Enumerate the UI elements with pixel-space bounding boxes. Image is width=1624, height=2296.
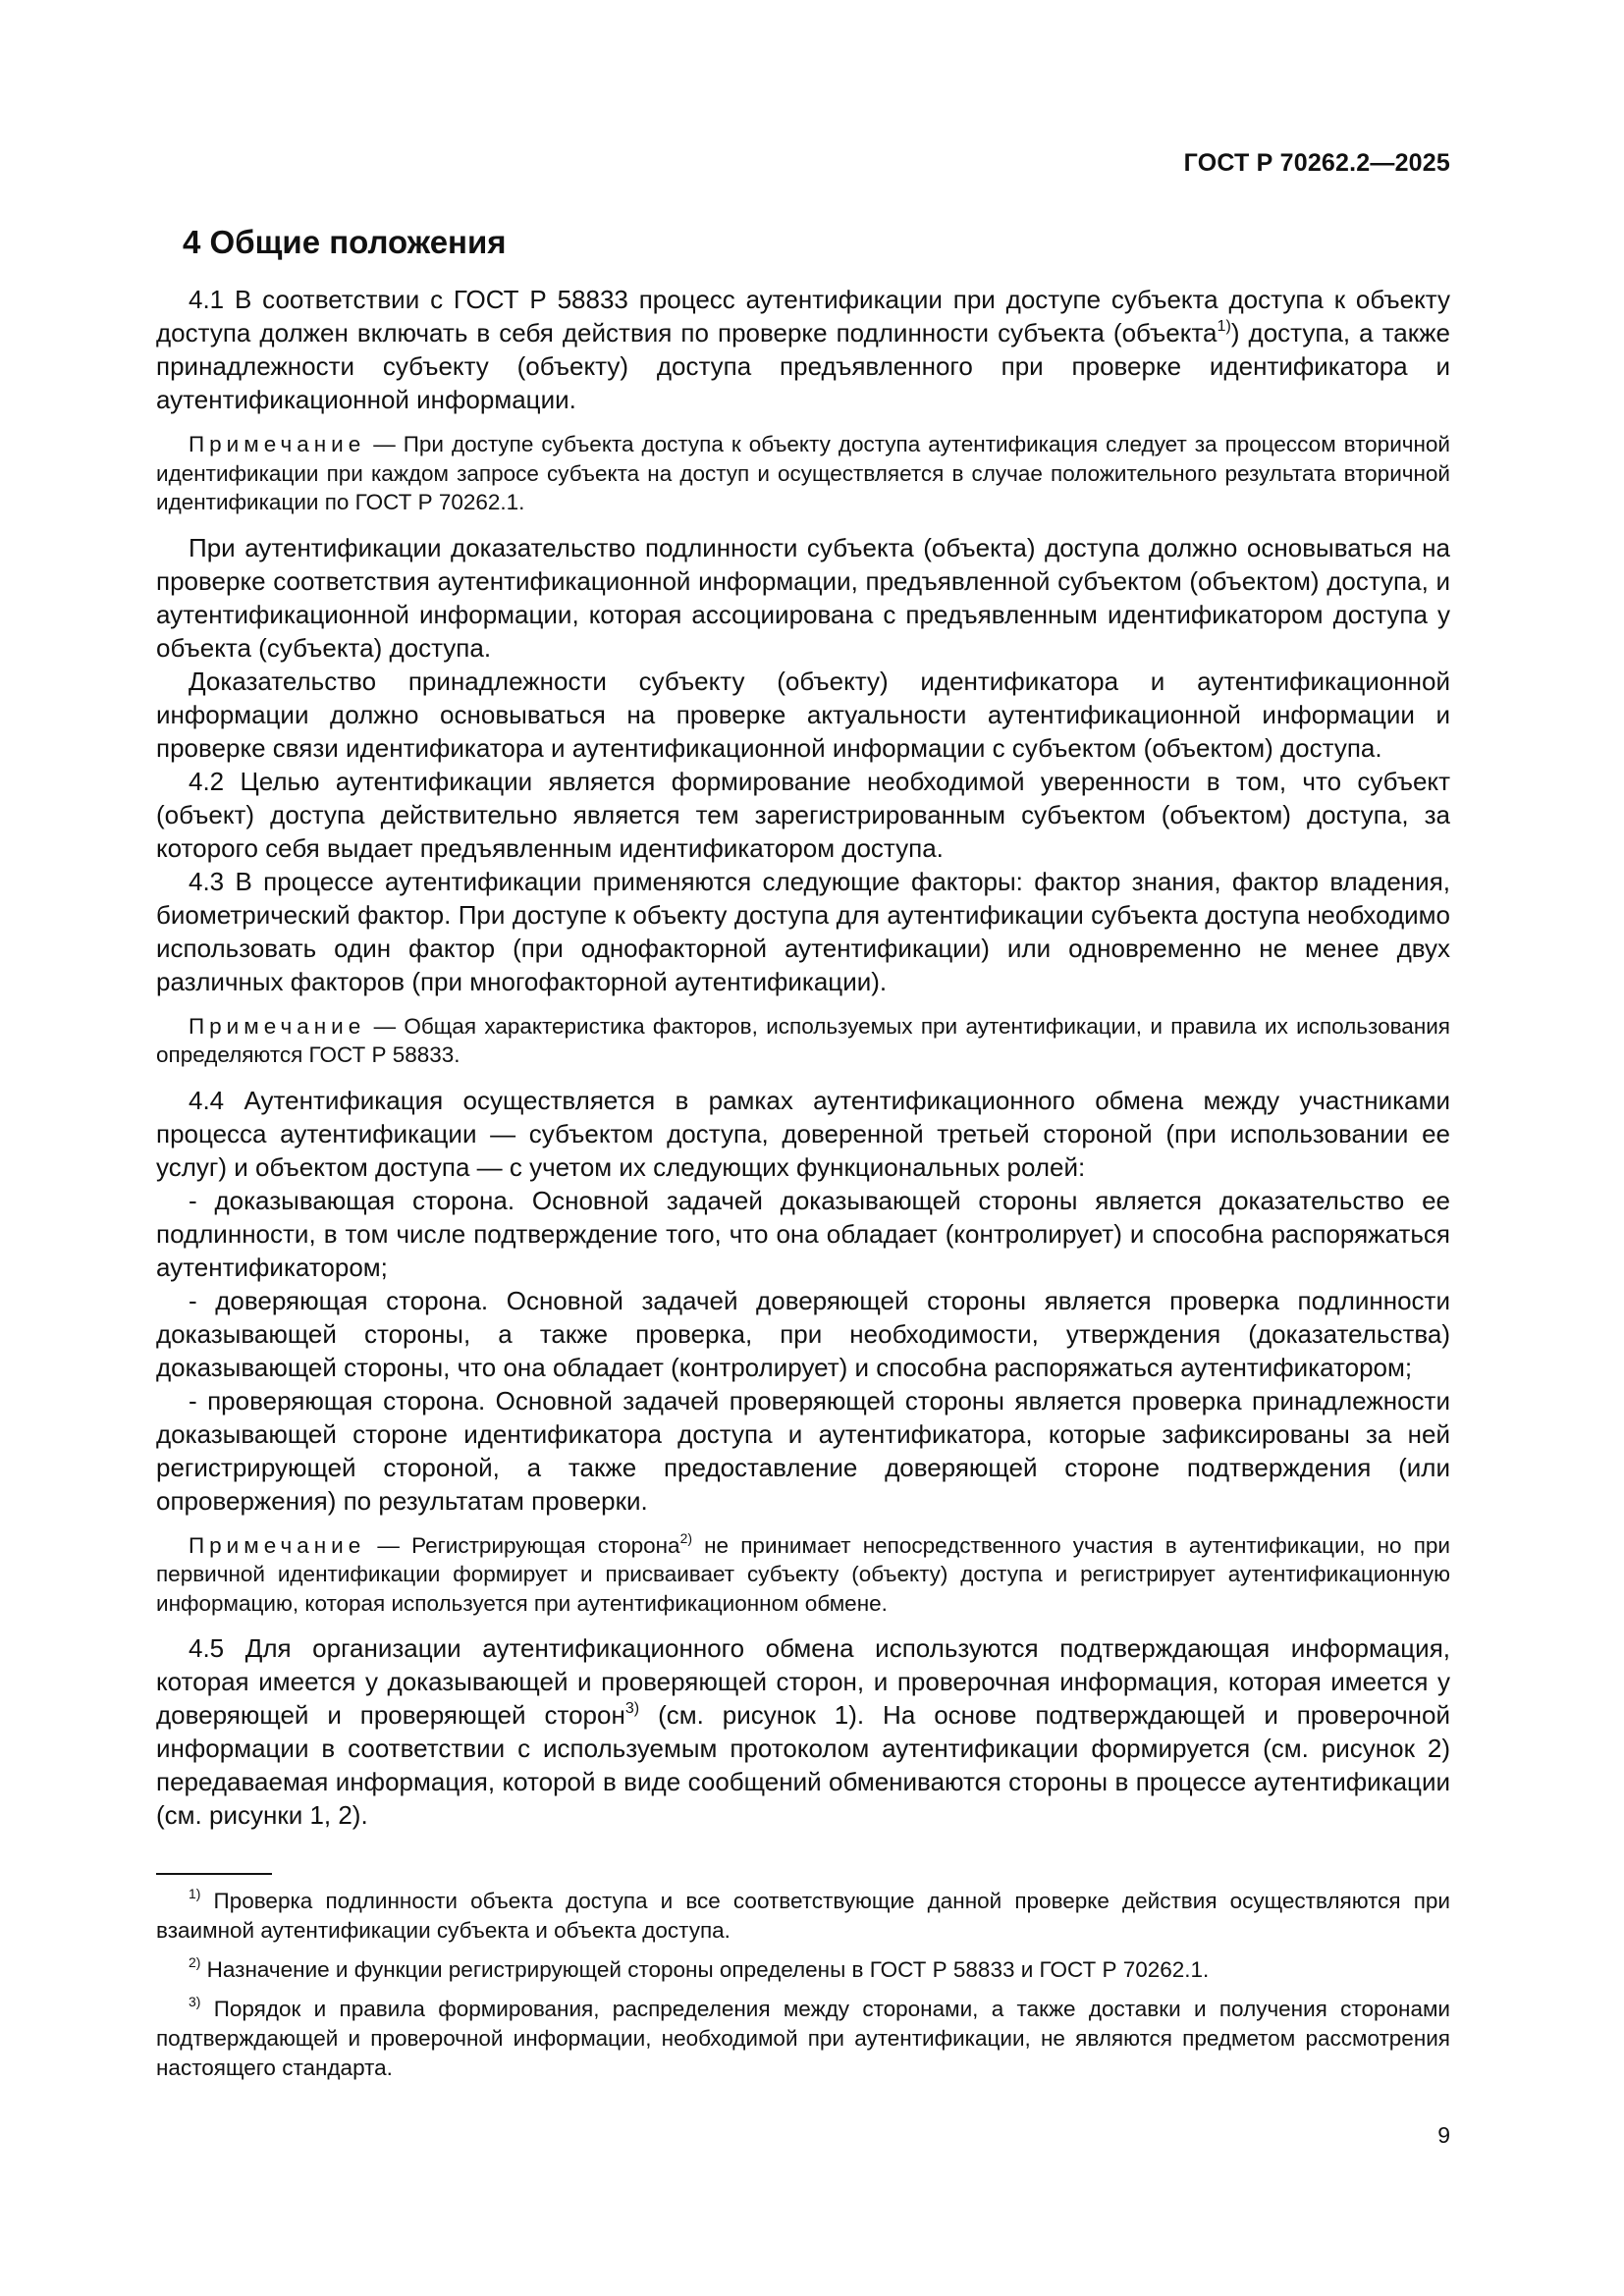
footnote-1: $^{1)}$ Проверка подлинности объекта доступа и все соответствующие данной проверке действия осуществляются при взаимной аутентификации субъекта и объекта доступа. (156, 1886, 1450, 1943)
page-number: 9 (1437, 2122, 1450, 2148)
paragraph-4-1: 4.1 В соответствии с ГОСТ Р 58833 процесс аутентификации при доступе субъекта доступа к объекту доступа должен включать в себя действия по проверке подлинности субъекта (объекта$^{1)}$) доступа, а также принадлежности субъекту (объекту) доступа предъявленного при проверке идентификатора и аутентификационной информации. (156, 285, 1450, 414)
footnote-2: $^{2)}$ Назначение и функции регистрирующей стороны определены в ГОСТ Р 58833 и ГОСТ Р 70262.1. (189, 1954, 1210, 1982)
paragraph-4-4: 4.4 Аутентификация осуществляется в рамках аутентификационного обмена между участниками процесса аутентификации — субъектом доступа, доверенной третьей стороной (при использовании ее услуг) и объектом доступа — с учетом их следующих функциональных ролей: (156, 1085, 1450, 1182)
paragraph-auth-proof: При аутентификации доказательство подлинности субъекта (объекта) доступа должно основываться на проверке соответствия аутентификационной информации, предъявленной субъектом (объектом) доступа, и аутентификационной информации, которая ассоциирована с предъявленным идентификатором доступа у объекта (субъекта) доступа. (156, 532, 1450, 663)
role-item-proving: - доказывающая сторона. Основной задачей доказывающей стороны является доказательство ее подлинности, в том числе подтверждение того, что она обладает (контролирует) и способна распоряжаться аутентификатором; (156, 1185, 1450, 1282)
role-item-relying: - доверяющая сторона. Основной задачей доверяющей стороны является проверка подлинности доказывающей стороны, а также проверка, при необходимости, утверждения (доказательства) доказывающей стороны, что она обладает (контролирует) и способна распоряжаться аутентификатором; (156, 1285, 1450, 1382)
document-id: ГОСТ Р 70262.2—2025 (1183, 149, 1450, 177)
footnote-3: $^{3)}$ Порядок и правила формирования, распределения между сторонами, а также доставки и получения сторонами подтверждающей и проверочной информации, необходимой при аутентификации, не являются предметом рассмотрения настоящего стандарта. (156, 1994, 1450, 2080)
note-label: Примечание (189, 1532, 366, 1558)
note-3: Примечание — Регистрирующая сторона$^{2)}$ не принимает непосредственного участия в аутентификации, но при первичной идентификации формирует и присваивает субъекту (объекту) доступа и регистрирует аутентификационную информацию, которая используется при аутентификационном обмене. (156, 1529, 1451, 1616)
note-2: Примечание — Общая характеристика факторов, используемых при аутентификации, и правила их использования определяются ГОСТ Р 58833. (156, 1013, 1450, 1067)
note-1: Примечание — При доступе субъекта доступа к объекту доступа аутентификация следует за процессом вторичной идентификации при каждом запросе субъекта на доступ и осуществляется в случае положительного результата вторичной идентификации по ГОСТ Р 70262.1. (156, 432, 1450, 514)
note-label: Примечание (189, 1013, 366, 1039)
paragraph-4-3: 4.3 В процессе аутентификации применяются следующие факторы: фактор знания, фактор владения, биометрический фактор. При доступе к объекту доступа для аутентификации субъекта доступа необходимо использовать один фактор (при однофакторной аутентификации) или одновременно не менее двух различных факторов (при многофакторной аутентификации). (156, 866, 1450, 996)
paragraph-4-2: 4.2 Целью аутентификации является формирование необходимой уверенности в том, что субъект (объект) доступа действительно является тем зарегистрированным субъектом (объектом) доступа, за которого себя выдает предъявленным идентификатором доступа. (156, 766, 1450, 863)
paragraph-ownership: Доказательство принадлежности субъекту (объекту) идентификатора и аутентификационной информации должно основываться на проверке актуальности аутентификационной информации и проверке связи идентификатора и аутентификационной информации с субъектом (объектом) доступа. (156, 666, 1450, 763)
document-body (156, 283, 1450, 2093)
paragraph-4-5: 4.5 Для организации аутентификационного обмена используются подтверждающая информация, которая имеется у доказывающей и проверяющей сторон, и проверочная информация, которая имеется у доверяющей и проверяющей сторон$^{3)}$ (см. рисунок 1). На основе подтверждающей и проверочной информации в соответствии с используемым протоколом аутентификации формируется (см. рисунок 2) передаваемая информация, которой в виде сообщений обмениваются стороны в процессе аутентификации (см. рисунки 1, 2). (156, 1633, 1450, 1830)
note-label: Примечание (189, 432, 366, 456)
footnote-ref-1: 1) (1217, 316, 1231, 335)
footnote-ref-3: 3) (624, 1698, 640, 1717)
role-item-verifying: - проверяющая сторона. Основной задачей проверяющей стороны является проверка принадлежности доказывающей стороне идентификатора доступа и аутентификатора, которые зафиксированы за ней регистрирующей стороной, а также предоставление доверяющей стороне подтверждения (или опровержения) по результатам проверки. (156, 1385, 1450, 1516)
footnote-ref-2: 2) (679, 1529, 692, 1546)
footnote-separator (156, 1873, 272, 1875)
section-title: 4 Общие положения (183, 224, 507, 260)
